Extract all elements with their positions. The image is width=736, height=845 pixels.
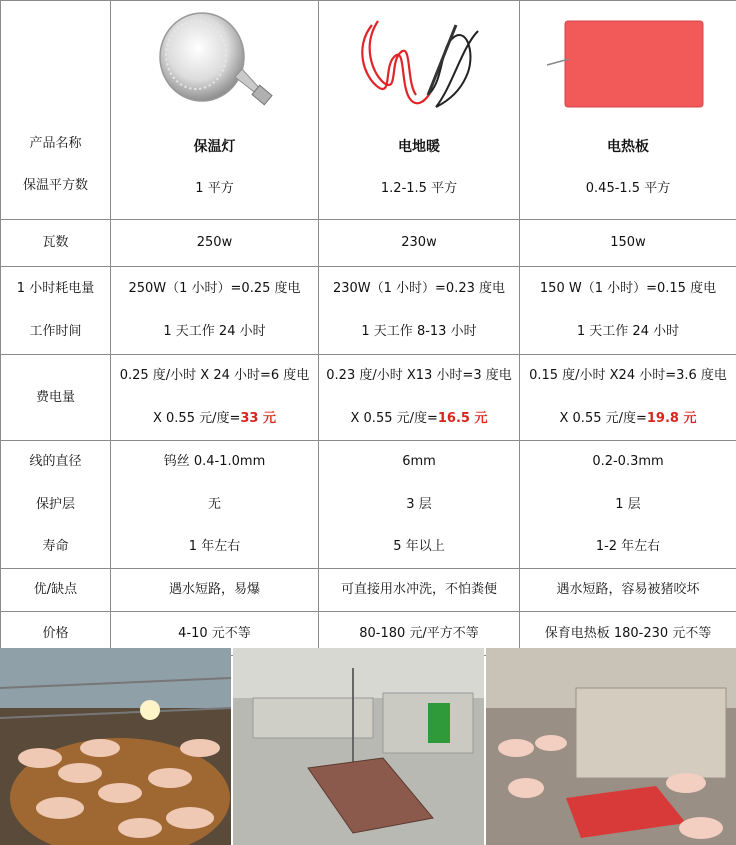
spec-lamp [111,441,319,569]
work-time-plate: 1 天工作 24 小时 [576,324,680,340]
life-lamp: 1 年左右 [188,539,241,555]
price-label: 价格 [1,612,111,656]
product-cell-plate [520,1,736,220]
layer-label: 保护层 [35,496,75,512]
pros-cons-row [1,569,736,612]
spec-floor [319,441,520,569]
hour-use-floor: 230W（1 小时）=0.23 度电 [332,280,506,296]
hour-use-lamp: 250W（1 小时）=0.25 度电 [128,280,301,296]
photo-heat-lamp-pen [0,648,231,845]
cost-total-plate: 19.8 元 [646,410,697,426]
spec-row [1,441,736,569]
life-label: 寿命 [42,539,69,555]
diameter-lamp: 钨丝 0.4-1.0mm [163,454,266,470]
diameter-floor: 6mm [402,454,436,470]
watt-floor: 230w [319,220,520,267]
watt-label: 瓦数 [1,220,111,267]
cost-total-floor: 16.5 元 [437,410,488,426]
watt-plate: 150w [520,220,736,267]
heat-lamp-bulb-icon [140,7,290,117]
area-label: 保温平方数 [22,178,88,193]
header-label: 产品名称 [29,136,82,151]
work-time-label: 工作时间 [29,324,82,340]
cost-row [1,355,736,441]
diameter-label: 线的直径 [29,454,82,470]
layer-plate: 1 层 [615,496,641,512]
watt-lamp: 250w [111,220,319,267]
usage-photos [0,648,736,845]
price-plate: 保育电热板 180-230 元不等 [520,612,736,656]
cost-calc-lamp: 0.25 度/小时 X 24 小时=6 度电 [119,368,310,384]
pros-cons-floor: 可直接用水冲洗，不怕粪便 [319,569,520,612]
cost-calc-floor: 0.23 度/小时 X13 小时=3 度电 [326,368,512,384]
pros-cons-lamp: 遇水短路，易爆 [111,569,319,612]
cost-lamp [111,355,319,441]
cost-total-line-plate [520,411,736,427]
layer-lamp: 无 [207,496,221,512]
product-cell-floor [319,1,520,220]
area-plate: 0.45-1.5 平方 [585,181,671,196]
pros-cons-plate: 遇水短路，容易被猪咬坏 [520,569,736,612]
hour-use-label: 1 小时耗电量 [16,280,95,296]
photo-floor-heating-pen [233,648,484,845]
life-plate: 1-2 年左右 [595,539,661,555]
cost-calc-plate: 0.15 度/小时 X24 小时=3.6 度电 [529,368,727,384]
cost-label: 费电量 [1,355,111,441]
layer-floor: 3 层 [406,496,432,512]
heating-plate-icon [543,7,713,117]
usage-floor [319,267,520,355]
cost-total-line-floor [319,411,519,427]
work-time-lamp: 1 天工作 24 小时 [163,324,266,340]
diameter-plate: 0.2-0.3mm [592,454,664,470]
watt-row [1,220,736,267]
heating-cable-icon [344,7,494,122]
product-name-lamp: 保温灯 [193,139,236,155]
cost-floor [319,355,520,441]
price-per-kwh: X 0.55 元/度= [152,410,241,426]
pros-cons-label: 优/缺点 [1,569,111,612]
price-per-kwh: X 0.55 元/度= [559,410,647,426]
product-cell-lamp [111,1,319,220]
life-floor: 5 年以上 [393,539,445,555]
photo-heating-plate-pen [486,648,736,845]
price-lamp: 4-10 元不等 [111,612,319,656]
header-row [1,1,736,220]
product-name-floor: 电地暖 [398,139,440,155]
product-name-plate: 电热板 [607,139,649,155]
usage-plate [520,267,736,355]
usage-labels-cell [1,267,111,355]
hour-use-plate: 150 W（1 小时）=0.15 度电 [539,280,717,296]
usage-row [1,267,736,355]
header-labels-cell [1,1,111,220]
price-per-kwh: X 0.55 元/度= [350,410,438,426]
area-floor: 1.2-1.5 平方 [380,181,458,196]
area-lamp: 1 平方 [195,181,234,196]
cost-plate [520,355,736,441]
price-floor: 80-180 元/平方不等 [319,612,520,656]
usage-lamp [111,267,319,355]
cost-total-lamp: 33 元 [240,410,276,426]
cost-total-line-lamp [111,411,318,427]
spec-labels-cell [1,441,111,569]
spec-plate [520,441,736,569]
work-time-floor: 1 天工作 8-13 小时 [361,324,477,340]
